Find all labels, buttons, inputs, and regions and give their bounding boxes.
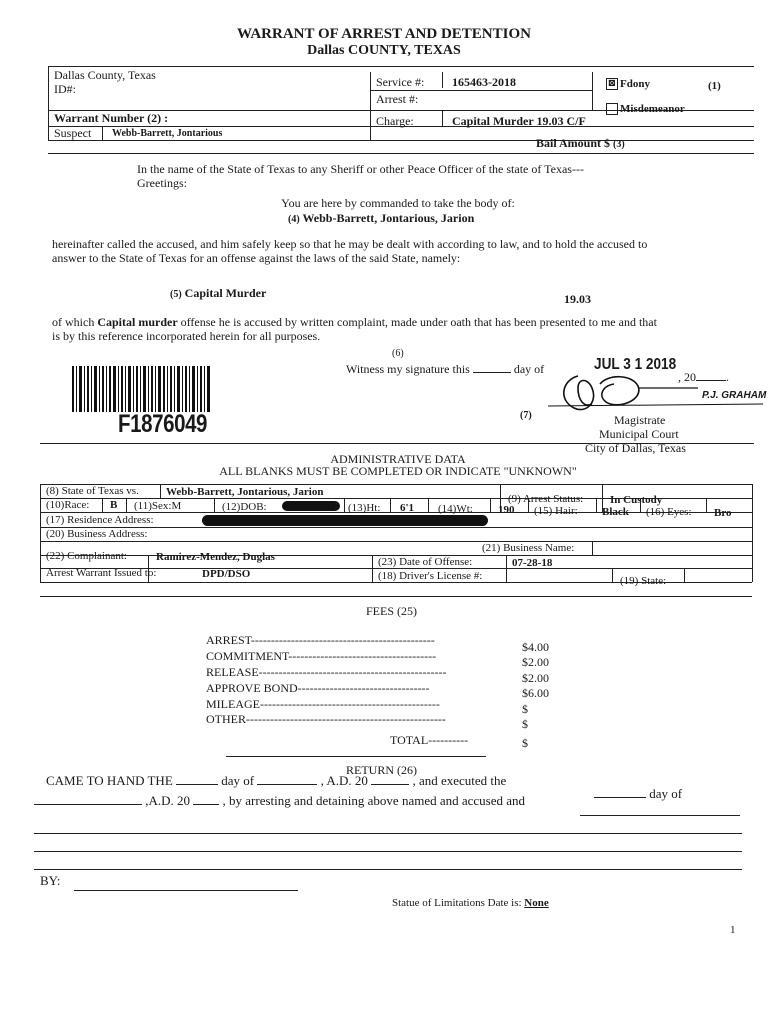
felony-check-mark: ⊠ [607,78,617,90]
complainant-value: Ramirez-Mendez, Duglas [156,551,275,563]
return-day-of-2-wrap [594,786,682,802]
eyes-label: (16) Eyes: [646,506,692,518]
paragraph-2-part-c: offense he is accused by written complaint, made under oath that has been presented to me and that [177,315,657,329]
drivers-license-label: (18) Driver's License #: [378,570,483,582]
fees-title: FEES (25) [366,604,417,618]
fee-label-mileage: MILEAGE--------------------------------------------- [206,697,440,711]
fee-total-label: TOTAL---------- [390,733,469,747]
issued-to-value: DPD/DSO [202,568,251,580]
return-title: RETURN (26) [346,763,417,777]
misdemeanor-checkbox [606,103,685,115]
came-to-hand-text: CAME TO HAND THE [46,773,173,788]
greeting-line-2: Greetings: [137,176,187,190]
misdemeanor-label: Misdemeanor [620,103,685,115]
arrest-status-value: In Custody [610,494,663,506]
sex-label: (11)Sex:M [134,500,182,512]
state-vs-value: Webb-Barrett, Jontarious, Jarion [166,486,324,498]
offense-name: Capital Murder [184,286,267,300]
document-subtitle: Dallas COUNTY, TEXAS [307,43,461,58]
paragraph-2-line-1 [52,315,657,330]
signature-name: P.J. GRAHAM [702,390,767,401]
fee-label-release: RELEASE----------------------------------------------- [206,665,447,679]
paragraph-2-offense: Capital murder [97,315,178,329]
complainant-label: (22) Complainant: [46,550,127,562]
residence-address-redaction [202,515,488,526]
state-vs-label: (8) State of Texas vs. [46,485,139,497]
service-label: Service #: [376,75,425,89]
limitations-label: Statue of Limitations Date is: [392,897,522,909]
county-label: Dallas County, Texas [54,68,156,82]
fee-value-release: $2.00 [522,671,549,685]
dob-redaction [282,501,340,511]
date-stamp: JUL 3 1 2018 [594,356,677,373]
suspect-name: Webb-Barrett, Jontarious [112,128,223,139]
year-prefix: , 20 [678,370,696,384]
charge-label: Charge: [376,114,414,128]
paragraph-1-line-2: answer to the State of Texas for an offense against the laws of the said State, namely: [52,251,461,265]
offense-line [170,286,266,301]
state-19-label: (19) State: [620,575,667,587]
hair-label: (15) Hair: [534,505,578,517]
return-line-1 [46,773,506,789]
issued-to-label: Arrest Warrant Issued to: [46,567,157,579]
misdemeanor-check-mark [606,103,618,115]
charge-value: Capital Murder 19.03 C/F [452,114,586,128]
return-line-2 [34,793,525,809]
return-day-of-2: day of [649,786,683,801]
page-number: 1 [730,924,736,936]
height-label: (13)Ht: [348,502,381,514]
fee-label-arrest: ARREST---------------------------------------------- [206,633,435,647]
business-name-label: (21) Business Name: [482,542,575,554]
accused-item-number: (4) [288,214,300,225]
court-name: Municipal Court [599,427,679,441]
greeting-line-1: In the name of the State of Texas to any Sheriff or other Peace Officer of the state of Texas--- [137,162,584,176]
arrest-number-label: Arrest #: [376,92,419,106]
admin-title: ADMINISTRATIVE DATA [330,452,466,466]
dob-label: (12)DOB: [222,501,267,513]
limitations-line [392,897,549,909]
felony-label: Fdony [620,78,650,90]
fee-value-approve-bond: $6.00 [522,686,549,700]
height-value: 6'1 [400,502,415,514]
return-day-of-1: day of [221,773,255,788]
witness-day-of: day of [513,362,545,376]
offense-date-label: (23) Date of Offense: [378,556,473,568]
return-ad-2: ,A.D. 20 [145,793,191,808]
bail-amount [536,136,625,151]
return-ad-1: , A.D. 20 [320,773,368,788]
bail-label: Bail Amount $ [536,136,611,150]
magistrate-item-number: (7) [520,410,532,421]
item-1-number: (1) [708,80,721,92]
return-arresting-text: , by arresting and detaining above named and accused and [222,793,526,808]
limitations-value: None [524,897,549,909]
offense-item-number: (5) [170,289,182,300]
document-title: WARRANT OF ARREST AND DETENTION [237,26,531,42]
warrant-number-label: Warrant Number (2) : [54,111,169,125]
admin-subtitle: ALL BLANKS MUST BE COMPLETED OR INDICATE "UNKNOWN" [219,464,577,478]
witness-item-number: (6) [392,348,404,359]
fee-label-approve-bond: APPROVE BOND--------------------------------- [206,681,430,695]
eyes-value: Bro [714,507,732,519]
fee-value-arrest: $4.00 [522,640,549,654]
magistrate-title: Magistrate [614,413,666,427]
paragraph-1-line-1: hereinafter called the accused, and him safely keep so that he may be dealt with according to law, and to hold the accused to [52,237,648,251]
service-number: 165463-2018 [452,75,516,89]
suspect-label: Suspect [54,126,92,140]
signature-year: , 20 . [678,370,729,384]
fee-value-commitment: $2.00 [522,655,549,669]
return-executed-text: , and executed the [412,773,507,788]
accused-name-line [288,211,474,226]
fee-value-mileage: $ [522,702,528,716]
fee-label-commitment: COMMITMENT------------------------------------- [206,649,437,663]
residence-address-label: (17) Residence Address: [46,514,154,526]
hair-value: Black [602,506,629,518]
fee-total-value: $ [522,736,528,750]
barcode-number: F1876049 [118,410,208,438]
bail-item-number: (3) [613,139,625,150]
business-address-label: (20) Business Address: [46,528,148,540]
barcode-image [72,366,210,412]
weight-label: (14)Wt: [438,503,473,515]
fee-label-other: OTHER-------------------------------------------------- [206,712,446,726]
weight-value: 190 [498,504,515,516]
by-label: BY: [40,873,61,888]
arrest-status-label: (9) Arrest Status: [508,493,584,505]
command-text: You are here by commanded to take the body of: [281,196,515,210]
accused-name: Webb-Barrett, Jontarious, Jarion [302,211,475,225]
witness-line [346,362,544,377]
paragraph-2-part-a: of which [52,315,98,329]
offense-date-value: 07-28-18 [512,557,553,569]
race-value: B [110,499,118,511]
race-label: (10)Race: [46,499,90,511]
felony-checkbox [606,78,650,90]
witness-text: Witness my signature this [346,362,470,376]
paragraph-2-line-2: is by this reference incorporated herein for all purposes. [52,329,321,343]
offense-statute: 19.03 [564,292,591,306]
id-label: ID#: [54,82,76,96]
city-name: City of Dallas, Texas [585,441,686,455]
fee-value-other: $ [522,717,528,731]
